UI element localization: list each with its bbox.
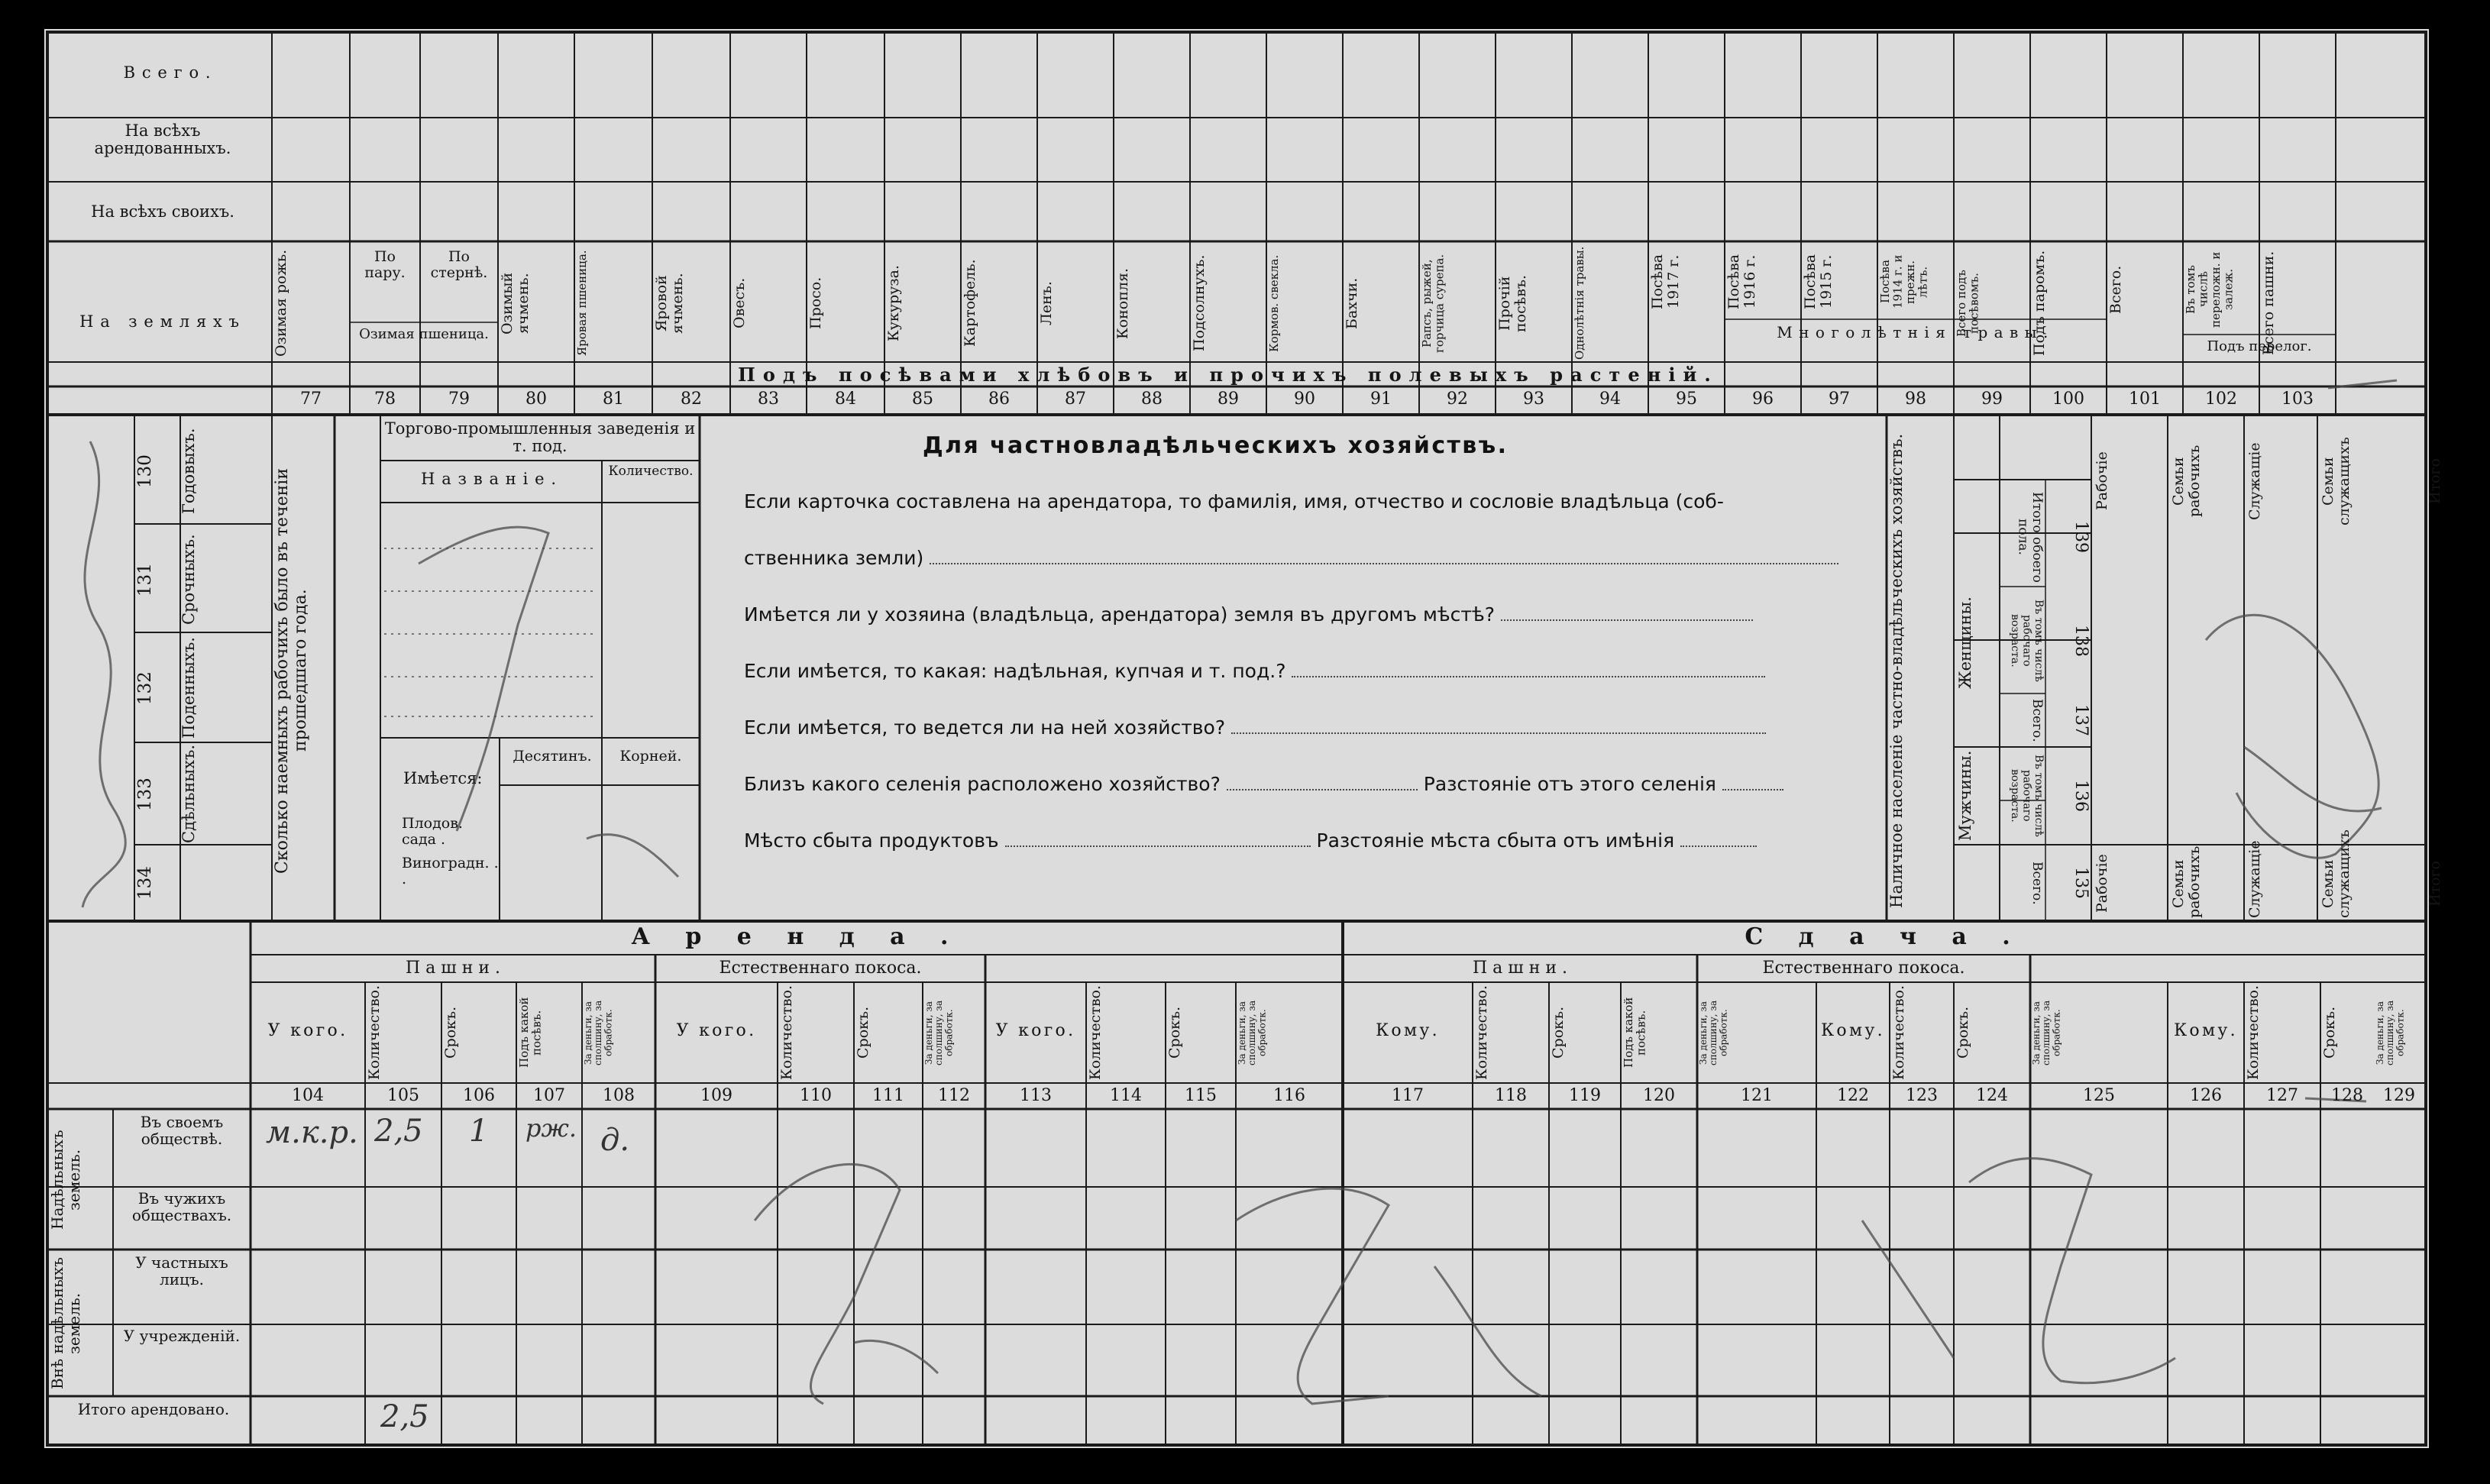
crop-col-102-number: 102 [2205,390,2237,409]
crop-col-100-number: 100 [2052,390,2084,409]
question-other-land-text: Имѣется ли у хозяина (владѣльца, арендатора) земля въ другомъ мѣстѣ? [744,603,1496,626]
lease-col-118-label: Количество. [1473,984,1490,1080]
lease-col-109-number: 109 [700,1086,732,1105]
lease-col-128-label: Срокъ. [2321,1006,2338,1059]
crops-banner: Подъ посѣвами хлѣбовъ и прочихъ полевыхъ растеній. [738,364,1719,386]
population-bottom-col-4: Семьи служащихъ [2320,829,2353,918]
crop-col-89-label: Подсолнухъ. [1191,254,1208,352]
crop-col-84-label: Просо. [807,276,824,330]
crop-col-79-number: 79 [448,390,470,409]
crop-col-78-number: 78 [374,390,396,409]
pop-num-136: 136 [2071,780,2091,812]
total-both-sexes-label: Итого обоего пола. [2015,491,2045,583]
crop-col-103-number: 103 [2281,390,2314,409]
crop-col-89-number: 89 [1218,390,1239,409]
workers-num-130: 130 [135,454,155,488]
crop-col-93-number: 93 [1523,390,1544,409]
pop-col-136-label: Въ томъ числѣ рабочаго возраста. [2009,755,2045,837]
pop-num-139: 139 [2071,521,2091,553]
row-label-all-rented: На всѣхъ арендованныхъ. [94,121,231,158]
question-market-text: Мѣсто сбыта продуктовъ [744,829,999,852]
lease-col-108-number: 108 [603,1086,635,1105]
lease-col-124-number: 124 [1976,1086,2008,1105]
crop-col-90-label: Кормов. свекла. [1267,254,1281,352]
question-other-land [744,603,1753,626]
pop-col-135-label: Всего. [2029,861,2045,905]
crop-col-86-number: 86 [988,390,1010,409]
women-label: Женщины. [1956,597,1974,690]
crop-col-87-number: 87 [1065,390,1086,409]
handwritten-payment: д. [600,1123,630,1158]
lease-col-107-number: 107 [533,1086,565,1105]
crop-col-91-number: 91 [1370,390,1392,409]
crop-col-84-number: 84 [835,390,856,409]
question-farming-text: Если имѣется, то ведется ли на ней хозяйство? [744,716,1226,739]
crop-col-78-label: По пару. [364,248,406,281]
crop-col-96-number: 96 [1752,390,1774,409]
pop-col-138-label: Въ томъ числѣ рабочаго возраста. [2009,600,2045,682]
workers-col-131-label: Срочныхъ. [179,534,198,626]
crop-col-91-label: Бахчи. [1344,277,1360,329]
lease-col-113-label: У кого. [995,1021,1076,1040]
crop-col-99-label: Всего подъ посѣвомъ. [1955,270,1981,337]
crop-col-79-label: По стернѣ. [430,248,488,281]
crop-col-97-label: Посѣва 1915 г. [1802,254,1835,310]
question-market [744,829,1757,852]
workers-col-130-label: Годовыхъ. [179,428,198,515]
population-top-col-2: Семьи рабочихъ [2170,445,2203,518]
crop-col-98-number: 98 [1905,390,1926,409]
question-village [744,773,1783,796]
handwritten-owner: м.к.р. [266,1115,358,1150]
lease-col-128-number: 128 [2331,1086,2363,1105]
workers-num-134: 134 [135,866,155,900]
lease-col-106-number: 106 [463,1086,495,1105]
population-bottom-col-2: Семьи рабочихъ [2170,845,2203,918]
korney-col: Корней. [619,748,682,765]
crop-col-102-label: Въ томъ числѣ переложн. и залеж. [2184,251,2236,328]
question-owner-line2-text: ственника земли) [744,547,924,569]
crop-col-81-number: 81 [603,390,624,409]
row-label-all-own: На всѣхъ своихъ. [91,202,234,221]
arenda-title: А р е н д а . [631,923,962,950]
crop-col-81-label: Яровая пшеница. [575,250,589,357]
lease-col-117-label: Кому. [1376,1021,1440,1040]
crop-col-90-number: 90 [1294,390,1315,409]
lease-col-127-number: 127 [2266,1086,2298,1105]
question-village-text: Близъ какого селенія расположено хозяйство? [744,773,1221,795]
men-label: Мужчины. [1956,750,1974,842]
crop-col-80-number: 80 [525,390,547,409]
lease-col-121-number: 121 [1741,1086,1773,1105]
crop-col-101-label: Всего. [2107,265,2124,314]
lease-col-109-label: У кого. [676,1021,757,1040]
lease-col-119-label: Срокъ. [1550,1006,1567,1059]
handwritten-total: 2,5 [380,1399,429,1434]
owner-answer-line[interactable] [930,563,1838,564]
pop-num-137: 137 [2071,704,2091,736]
crop-col-94-number: 94 [1599,390,1621,409]
lease-col-113-number: 113 [1020,1086,1052,1105]
lease-col-126-label: Кому. [2174,1021,2238,1040]
question-land-kind [744,660,1765,683]
lease-col-112-label: За деньги, за сполшину, за обработк. [923,1000,955,1065]
village-answer-line[interactable] [1227,789,1418,790]
row-institutions: У учрежденій. [123,1327,241,1345]
crop-col-85-label: Кукуруза. [885,265,902,342]
population-caption: Наличное населеніе частно-владѣльческихъ хозяйствъ. [1887,433,1906,908]
crop-col-93-label: Прочій посѣвъ. [1496,274,1529,332]
vineyards-label: Виноградн. . . [402,855,499,887]
crop-col-95-label: Посѣва 1917 г. [1649,254,1682,310]
row-label-on-lands: На земляхъ [79,312,246,331]
lease-col-120-label: Подъ какой посѣвъ. [1622,997,1648,1069]
row-label-total: Всего. [123,63,218,82]
lease-col-125-label: За деньги, за сполшину, за обработк. [2031,1000,2062,1065]
handwritten-term: 1 [469,1114,489,1149]
market-distance-answer-line[interactable] [1680,845,1757,847]
crop-col-92-number: 92 [1447,390,1468,409]
hired-workers-caption: Сколько наемныхъ рабочихъ было въ теченіи прошедшаго года. [273,467,311,874]
lease-col-122-label: Кому. [1821,1021,1885,1040]
crop-col-96-label: Посѣва 1916 г. [1725,254,1758,310]
handwritten-crop: рж. [525,1114,577,1143]
population-top-col-5: Итого [2427,458,2443,504]
village-distance-answer-line[interactable] [1722,789,1783,790]
question-market-distance-text: Разстояніе мѣста сбыта отъ имѣнія [1316,829,1675,852]
lease-col-106-label: Срокъ. [442,1006,459,1059]
lease-col-112-number: 112 [938,1086,970,1105]
sdacha-pokos-label: Естественнаго покоса. [1762,959,1965,978]
crop-col-97-number: 97 [1829,390,1850,409]
lease-col-111-number: 111 [872,1086,904,1105]
crop-col-80-label: Озимый ячмень. [499,272,532,335]
lease-col-110-number: 110 [800,1086,832,1105]
crop-col-77-label: Озимая рожь. [273,249,289,357]
population-bottom-col-5: Итого [2427,861,2443,907]
lease-col-116-number: 116 [1273,1086,1305,1105]
desyatin-col: Десятинъ. [513,748,592,765]
row-own-society: Въ своемъ обществѣ. [140,1113,224,1148]
workers-num-133: 133 [135,778,155,811]
population-top-col-4: Семьи служащихъ [2320,437,2353,525]
pop-num-135: 135 [2071,867,2091,899]
allotment-lands-group: Надѣльныхъ земель. [48,1130,83,1230]
trade-title: Торгово-промышленныя заведенія и т. под. [384,419,696,456]
pop-num-138: 138 [2071,625,2091,657]
lease-col-104-label: У кого. [267,1021,348,1040]
lease-col-114-label: Количество. [1087,984,1104,1080]
crop-col-82-number: 82 [681,390,702,409]
winter-wheat-group-label: Озимая пшеница. [359,326,489,342]
lease-col-127-label: Количество. [2245,984,2262,1080]
crop-col-83-label: Овесъ. [731,277,748,329]
lease-col-126-number: 126 [2190,1086,2222,1105]
row-other-societies: Въ чужихъ обществахъ. [131,1189,232,1224]
perennial-grass-group-label: Многолѣтнія травы. [1777,323,2055,341]
lease-col-124-label: Срокъ. [1955,1006,1971,1059]
row-private-persons: У частныхъ лицъ. [135,1253,228,1288]
lease-col-115-number: 115 [1185,1086,1217,1105]
crop-col-87-label: Ленъ. [1038,281,1055,325]
workers-col-133-label: Сдѣльныхъ. [179,744,198,843]
question-owner-line2 [744,547,1867,570]
crop-col-98-label: Посѣва 1914 г. и прежн. лѣтъ. [1878,254,1930,309]
lease-col-110-label: Количество. [778,984,795,1080]
question-owner-line1: Если карточка составлена на арендатора, то фамилія, имя, отчество и сословіе владѣльца (соб- [744,490,1724,512]
crop-col-85-number: 85 [912,390,933,409]
crop-col-94-label: Однолѣтнія травы. [1573,246,1586,360]
population-bottom-col-3: Служащіе [2246,840,2263,918]
workers-col-132-label: Поденныхъ. [179,637,198,739]
lease-col-119-number: 119 [1569,1086,1601,1105]
question-farming [744,716,1766,739]
lease-col-123-number: 123 [1906,1086,1938,1105]
lease-col-116-label: За деньги, за сполшину, за обработк. [1237,1000,1268,1065]
gardens-label: Плодов. сада . [402,815,463,848]
workers-num-132: 132 [135,671,155,705]
handwritten-quantity: 2,5 [374,1114,423,1149]
row-total-rented: Итого арендовано. [77,1400,230,1418]
farming-answer-line[interactable] [1231,732,1766,734]
lease-col-114-number: 114 [1110,1086,1142,1105]
lease-col-111-label: Срокъ. [855,1006,872,1059]
fallow-group-label: Подъ перелог. [2207,338,2312,354]
crop-col-100-label: Подъ паромъ. [2031,250,2048,357]
lease-col-118-number: 118 [1495,1086,1527,1105]
crop-col-95-number: 95 [1676,390,1697,409]
crop-col-86-label: Картофель. [962,259,978,348]
market-answer-line[interactable] [1005,845,1311,847]
trade-name-col: Названіе. [421,470,563,488]
arenda-pokos-label: Естественнаго покоса. [719,959,922,978]
population-bottom-col-1: Рабочіе [2094,854,2110,913]
question-village-distance-text: Разстояніе отъ этого селенія [1423,773,1716,795]
lease-col-122-number: 122 [1837,1086,1869,1105]
lease-col-115-label: Срокъ. [1166,1006,1183,1059]
workers-num-131: 131 [135,563,155,597]
crop-col-92-label: Рапсъ, рыжей, горчица сурепа. [1420,254,1447,353]
lease-col-107-label: Подъ какой посѣвъ. [517,997,544,1069]
lease-col-105-number: 105 [387,1086,419,1105]
other-land-answer-line[interactable] [1501,619,1753,621]
population-top-col-3: Служащіе [2246,442,2263,520]
private-estates-title: Для частновладѣльческихъ хозяйствъ. [923,432,1509,459]
land-kind-answer-line[interactable] [1292,676,1765,677]
crop-col-101-number: 101 [2129,390,2161,409]
crop-col-103-label: Всего пашни. [2260,251,2277,356]
crop-col-88-label: Конопля. [1114,267,1131,339]
lease-col-105-label: Количество. [366,984,383,1080]
non-allotment-lands-group: Внѣ надѣльныхъ земель. [48,1257,83,1390]
sdacha-title: С д а ч а . [1745,923,2024,950]
lease-col-129-label: За деньги, за сполшину, за обработк. [2375,1000,2406,1065]
census-card-sheet [44,29,2443,1448]
lease-col-123-label: Количество. [1890,984,1907,1080]
lease-col-108-label: За деньги, за сполшину, за обработк. [583,1000,614,1065]
crop-col-99-number: 99 [1981,390,2003,409]
population-top-col-1: Рабочіе [2094,451,2110,511]
crop-col-83-number: 83 [758,390,779,409]
have-label: Имѣется: [403,769,483,787]
arenda-pashni-label: П а ш н и . [405,959,501,978]
question-land-kind-text: Если имѣется, то какая: надѣльная, купчая и т. под.? [744,660,1286,682]
lease-col-104-number: 104 [292,1086,324,1105]
sdacha-pashni-label: П а ш н и . [1472,959,1568,978]
lease-col-125-number: 125 [2083,1086,2115,1105]
trade-qty-col: Количество. [608,464,694,479]
lease-col-121-label: За деньги, за сполшину, за обработк. [1698,1000,1729,1065]
crop-col-82-label: Яровой ячмень. [653,273,686,334]
lease-col-120-number: 120 [1643,1086,1675,1105]
lease-col-117-number: 117 [1392,1086,1424,1105]
lease-col-129-number: 129 [2383,1086,2415,1105]
crop-col-88-number: 88 [1141,390,1163,409]
pop-col-137-label: Всего. [2029,698,2045,742]
crop-col-77-number: 77 [300,390,322,409]
